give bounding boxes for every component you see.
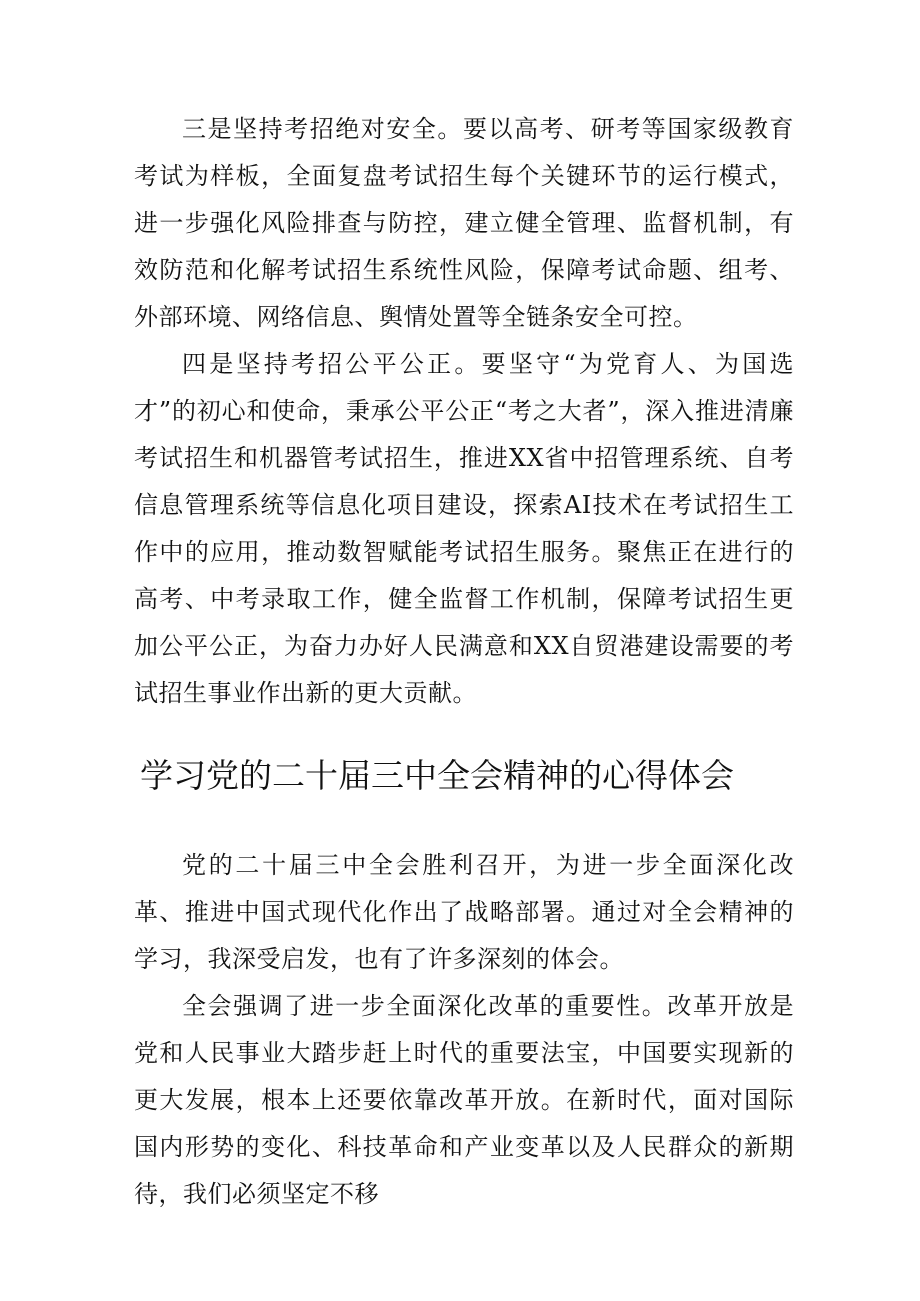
- paragraph-intro: 党的二十届三中全会胜利召开，为进一步全面深化改革、推进中国式现代化作出了战略部署。通过对全会精神的学习，我深受启发，也有了许多深刻的体会。: [134, 851, 794, 973]
- top-section: [134, 106, 794, 717]
- article-heading: 学习党的二十届三中全会精神的心得体会: [140, 756, 734, 795]
- paragraph-exam-safety: 三是坚持考招绝对安全。要以高考、研考等国家级教育考试为样板，全面复盘考试招生每个关键环节的运行模式，进一步强化风险排查与防控，建立健全管理、监督机制，有效防范和化解考试招生系统性风险，保障考试命题、组考、外部环境、网络信息、舆情处置等全链条安全可控。: [134, 115, 794, 331]
- paragraph-reform: 全会强调了进一步全面深化改革的重要性。改革开放是党和人民事业大踏步赶上时代的重要法宝，中国要实现新的更大发展，根本上还要依靠改革开放。在新时代，面对国际国内形势的变化、科技革命和产业变革以及人民群众的新期待，我们必须坚定不移: [134, 992, 794, 1208]
- paragraph-exam-fairness: 四是坚持考招公平公正。要坚守“为党育人、为国选才”的初心和使命，秉承公平公正“考之大者”，深入推进清廉考试招生和机器管考试招生，推进XX省中招管理系统、自考信息管理系统等信息化项目建设，探索AI技术在考试招生工作中的应用，推动数智赋能考试招生服务。聚焦正在进行的高考、中考录取工作，健全监督工作机制，保障考试招生更加公平公正，为奋力办好人民满意和XX自贸港建设需要的考试招生事业作出新的更大贡献。: [134, 350, 794, 707]
- bottom-section: [134, 842, 794, 1218]
